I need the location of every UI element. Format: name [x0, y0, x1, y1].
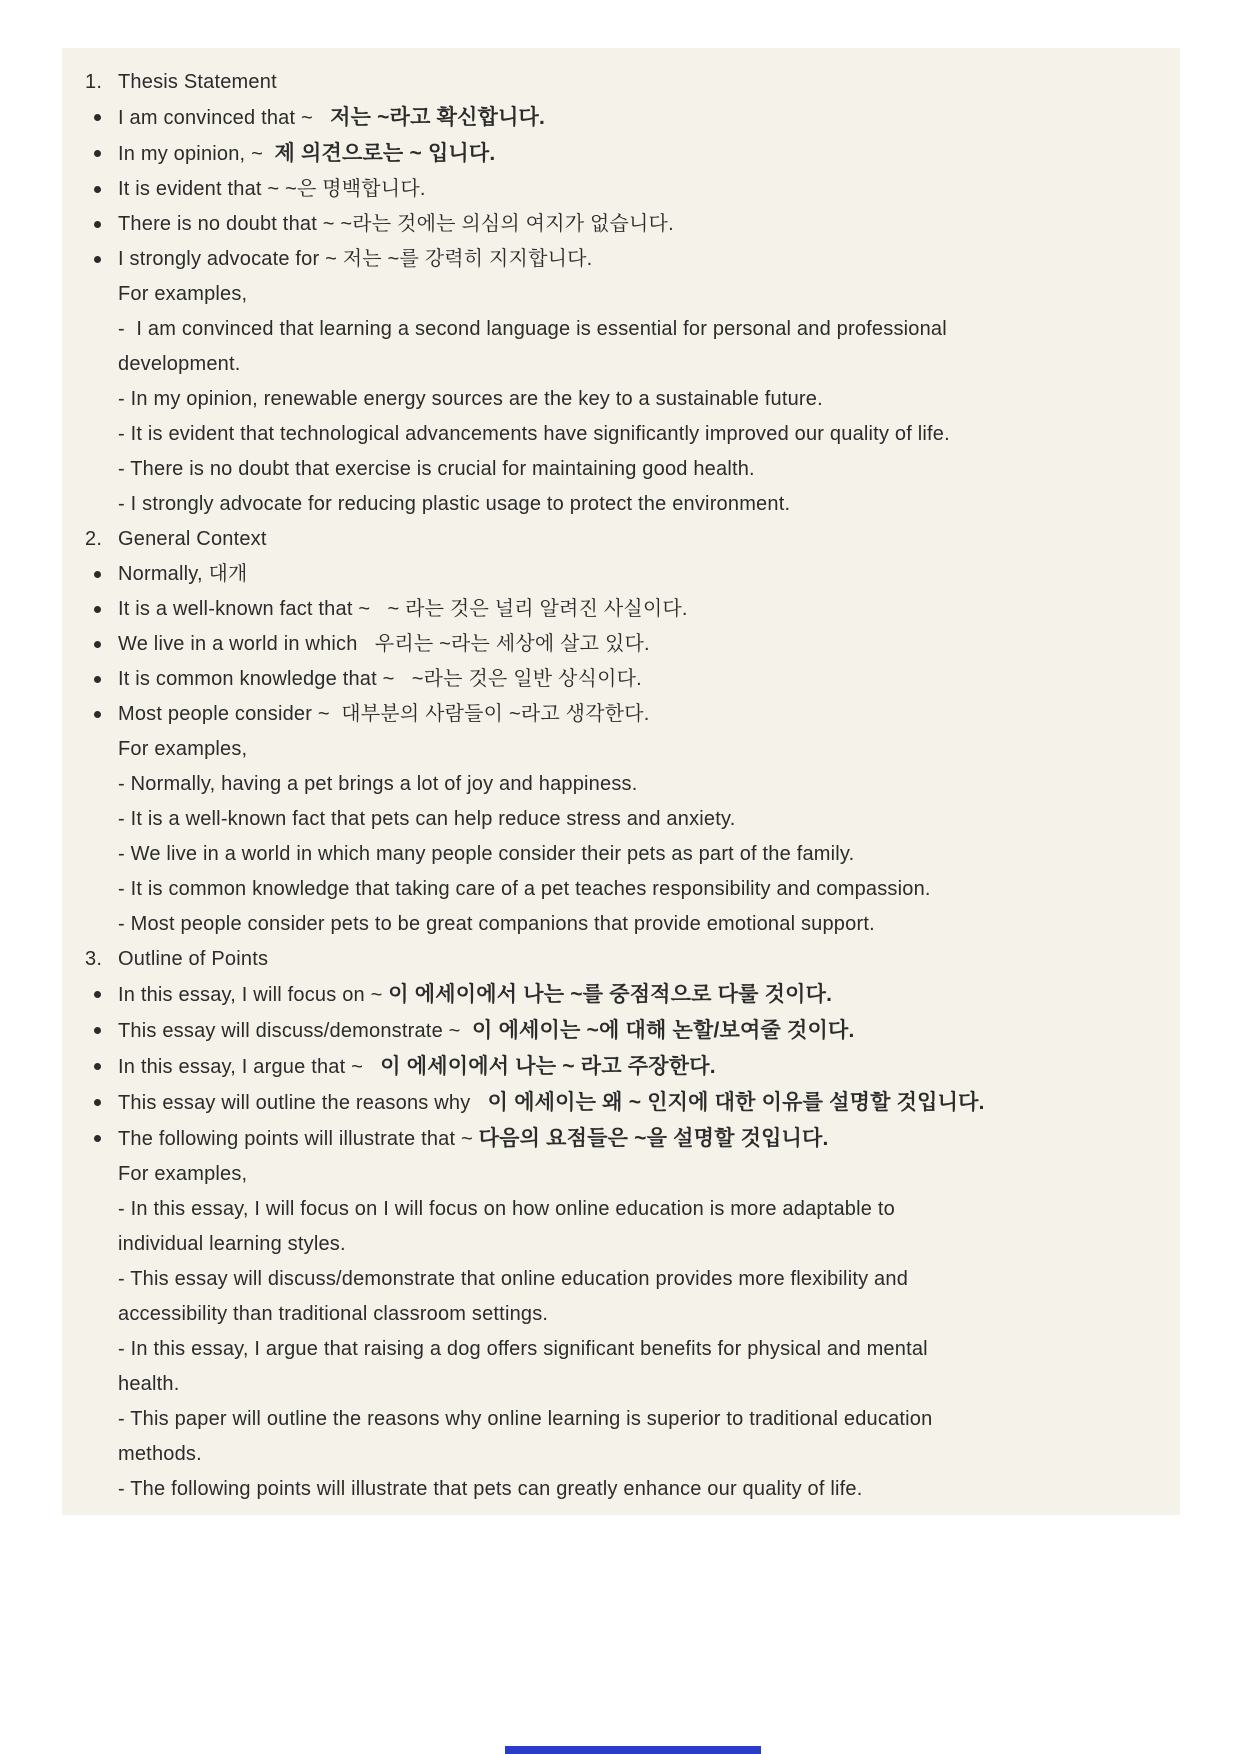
bullet-marker: [85, 100, 118, 135]
phrase-korean: ~라는 것에는 의심의 여지가 없습니다.: [340, 213, 674, 235]
phrase-english: Normally,: [118, 563, 209, 585]
spacer: [85, 1192, 118, 1227]
bullet-icon: [94, 186, 101, 193]
example-line-row: [85, 1262, 1160, 1297]
bullet-icon: [94, 1135, 101, 1142]
section-title: Outline of Points: [118, 948, 269, 970]
example-line-row: [85, 907, 1160, 942]
example-text: - It is evident that technological advancements have significantly improved our quality of life.: [118, 423, 950, 445]
phrase-text: [118, 627, 1160, 662]
bullet-icon: [94, 641, 101, 648]
example-text: - I strongly advocate for reducing plastic usage to protect the environment.: [118, 493, 791, 515]
phrase-english: In this essay, I will focus on ~: [118, 984, 389, 1006]
examples-label-row: [85, 1157, 1160, 1192]
spacer: [85, 802, 118, 837]
spacer: [85, 907, 118, 942]
spacer: [85, 1157, 118, 1192]
phrase-text: [118, 172, 1160, 207]
phrase-english: It is evident that ~: [118, 178, 286, 200]
phrase-korean: 대부분의 사람들이 ~라고 생각한다.: [341, 703, 650, 725]
phrase-bullet-row: [85, 662, 1160, 697]
phrase-english: I am convinced that ~: [118, 107, 331, 129]
example-text: - We live in a world in which many people consider their pets as part of the family.: [118, 843, 855, 865]
spacer: [85, 1227, 118, 1262]
phrase-bullet-row: [85, 1121, 1160, 1157]
phrase-english: I strongly advocate for ~: [118, 248, 343, 270]
phrase-korean: 대개: [208, 563, 248, 585]
spacer: [85, 767, 118, 802]
example-text: - I am convinced that learning a second language is essential for personal and professional: [118, 318, 947, 340]
spacer: [85, 1332, 118, 1367]
spacer: [85, 1297, 118, 1332]
spacer: [85, 487, 118, 522]
phrase-korean: 이 에세이는 ~에 대해 논할/보여줄 것이다.: [472, 1019, 855, 1042]
phrase-english: In my opinion, ~: [118, 143, 275, 165]
phrase-text: [118, 100, 1160, 136]
example-line-row: [85, 1437, 1160, 1472]
bullet-icon: [94, 676, 101, 683]
phrase-korean: 우리는 ~라는 세상에 살고 있다.: [374, 633, 650, 655]
spacer: [85, 1367, 118, 1402]
example-text: - It is common knowledge that taking care of a pet teaches responsibility and compassion.: [118, 878, 931, 900]
spacer: [85, 1262, 118, 1297]
bullet-marker: [85, 557, 118, 592]
phrase-english: There is no doubt that ~: [118, 213, 341, 235]
bullet-icon: [94, 571, 101, 578]
bullet-marker: [85, 662, 118, 697]
phrase-bullet-row: [85, 172, 1160, 207]
example-text: individual learning styles.: [118, 1233, 346, 1255]
bullet-marker: [85, 242, 118, 277]
phrase-bullet-row: [85, 627, 1160, 662]
phrase-bullet-row: [85, 242, 1160, 277]
example-line-row: [85, 417, 1160, 452]
phrase-korean: 다음의 요점들은 ~을 설명할 것입니다.: [478, 1127, 829, 1150]
bullet-icon: [94, 606, 101, 613]
bullet-icon: [94, 1063, 101, 1070]
example-text: - It is a well-known fact that pets can help reduce stress and anxiety.: [118, 808, 736, 830]
examples-label: For examples,: [118, 283, 248, 305]
bullet-icon: [94, 1099, 101, 1106]
phrase-korean: ~은 명백합니다.: [285, 178, 426, 200]
example-line-row: [85, 382, 1160, 417]
phrase-bullet-row: [85, 697, 1160, 732]
example-line-row: [85, 802, 1160, 837]
spacer: [85, 347, 118, 382]
phrase-korean: 저는 ~라고 확신합니다.: [330, 106, 546, 129]
phrase-text: [118, 1121, 1160, 1157]
examples-label-row: [85, 277, 1160, 312]
phrase-text: [118, 242, 1160, 277]
examples-label-row: [85, 732, 1160, 767]
phrase-bullet-row: [85, 1013, 1160, 1049]
phrase-text: [118, 136, 1160, 172]
example-line-row: [85, 452, 1160, 487]
example-text: - There is no doubt that exercise is crucial for maintaining good health.: [118, 458, 755, 480]
spacer: [85, 277, 118, 312]
example-line-row: [85, 1402, 1160, 1437]
phrase-bullet-row: [85, 1085, 1160, 1121]
phrase-bullet-row: [85, 977, 1160, 1013]
section-number: 1.: [85, 71, 103, 93]
phrase-english: We live in a world in which: [118, 633, 375, 655]
example-line-row: [85, 767, 1160, 802]
bullet-marker: [85, 1049, 118, 1084]
phrase-korean: 제 의견으로는 ~ 입니다.: [274, 142, 496, 165]
example-text: - In this essay, I argue that raising a dog offers significant benefits for physical and mental: [118, 1338, 928, 1360]
section-number: 2.: [85, 528, 103, 550]
spacer: [85, 872, 118, 907]
section-title: General Context: [118, 528, 267, 550]
example-text: development.: [118, 353, 241, 375]
example-line-row: [85, 487, 1160, 522]
bullet-icon: [94, 221, 101, 228]
example-line-row: [85, 1367, 1160, 1402]
phrase-korean: 이 에세이에서 나는 ~ 라고 주장한다.: [380, 1055, 716, 1078]
phrase-text: [118, 557, 1160, 592]
phrase-english: The following points will illustrate that ~: [118, 1128, 479, 1150]
example-line-row: [85, 312, 1160, 347]
bullet-icon: [94, 150, 101, 157]
bullet-marker: [85, 627, 118, 662]
example-text: - This paper will outline the reasons why online learning is superior to traditional education: [118, 1408, 933, 1430]
phrase-bullet-row: [85, 557, 1160, 592]
phrase-bullet-row: [85, 136, 1160, 172]
example-text: - Normally, having a pet brings a lot of joy and happiness.: [118, 773, 638, 795]
examples-label: For examples,: [118, 1163, 248, 1185]
example-line-row: [85, 1227, 1160, 1262]
phrase-text: [118, 1013, 1160, 1049]
bullet-marker: [85, 977, 118, 1012]
spacer: [85, 452, 118, 487]
example-text: - In this essay, I will focus on I will focus on how online education is more adaptable to: [118, 1198, 895, 1220]
phrase-text: [118, 697, 1160, 732]
phrase-text: [118, 207, 1160, 242]
phrase-korean: 이 에세이는 왜 ~ 인지에 대한 이유를 설명할 것입니다.: [487, 1091, 985, 1114]
bullet-marker: [85, 207, 118, 242]
bullet-marker: [85, 1013, 118, 1048]
example-text: - The following points will illustrate that pets can greatly enhance our quality of life.: [118, 1478, 863, 1500]
phrase-korean: ~라는 것은 일반 상식이다.: [411, 668, 642, 690]
phrase-bullet-row: [85, 207, 1160, 242]
spacer: [85, 1437, 118, 1472]
phrase-korean: 이 에세이에서 나는 ~를 중점적으로 다룰 것이다.: [388, 983, 833, 1006]
example-line-row: [85, 1472, 1160, 1507]
footer-scroll-bar: [505, 1746, 761, 1754]
section-heading-row: [85, 522, 1160, 557]
phrase-text: [118, 977, 1160, 1013]
bullet-marker: [85, 136, 118, 171]
bullet-icon: [94, 256, 101, 263]
phrase-text: [118, 1085, 1160, 1121]
spacer: [85, 837, 118, 872]
bullet-icon: [94, 114, 101, 121]
section-title: Thesis Statement: [118, 71, 277, 93]
spacer: [85, 1472, 118, 1507]
phrase-text: [118, 662, 1160, 697]
example-text: - Most people consider pets to be great companions that provide emotional support.: [118, 913, 875, 935]
example-text: accessibility than traditional classroom settings.: [118, 1303, 549, 1325]
bullet-marker: [85, 697, 118, 732]
example-line-row: [85, 837, 1160, 872]
example-text: - In my opinion, renewable energy sources are the key to a sustainable future.: [118, 388, 823, 410]
phrase-english: Most people consider ~: [118, 703, 342, 725]
phrase-text: [118, 592, 1160, 627]
section-heading-row: [85, 942, 1160, 977]
example-line-row: [85, 347, 1160, 382]
phrase-bullet-row: [85, 100, 1160, 136]
phrase-english: This essay will outline the reasons why: [118, 1092, 488, 1114]
phrase-english: It is a well-known fact that ~: [118, 598, 388, 620]
bullet-icon: [94, 1027, 101, 1034]
phrase-text: [118, 1049, 1160, 1085]
example-line-row: [85, 872, 1160, 907]
spacer: [85, 1402, 118, 1437]
bullet-marker: [85, 1121, 118, 1156]
example-text: - This essay will discuss/demonstrate that online education provides more flexibility and: [118, 1268, 909, 1290]
spacer: [85, 417, 118, 452]
phrase-bullet-row: [85, 1049, 1160, 1085]
section-number: 3.: [85, 948, 103, 970]
example-line-row: [85, 1192, 1160, 1227]
bullet-marker: [85, 592, 118, 627]
example-line-row: [85, 1332, 1160, 1367]
example-text: methods.: [118, 1443, 202, 1465]
section-heading-row: [85, 65, 1160, 100]
phrase-bullet-row: [85, 592, 1160, 627]
bullet-marker: [85, 1085, 118, 1120]
spacer: [85, 732, 118, 767]
phrase-korean: 저는 ~를 강력히 지지합니다.: [342, 248, 593, 270]
bullet-marker: [85, 172, 118, 207]
spacer: [85, 312, 118, 347]
spacer: [85, 382, 118, 417]
example-text: health.: [118, 1373, 180, 1395]
phrase-korean: ~ 라는 것은 널리 알려진 사실이다.: [387, 598, 688, 620]
phrase-sheet-card: [62, 48, 1180, 1515]
phrase-english: It is common knowledge that ~: [118, 668, 412, 690]
example-line-row: [85, 1297, 1160, 1332]
phrase-english: This essay will discuss/demonstrate ~: [118, 1020, 473, 1042]
bullet-icon: [94, 991, 101, 998]
bullet-icon: [94, 711, 101, 718]
examples-label: For examples,: [118, 738, 248, 760]
phrase-english: In this essay, I argue that ~: [118, 1056, 381, 1078]
